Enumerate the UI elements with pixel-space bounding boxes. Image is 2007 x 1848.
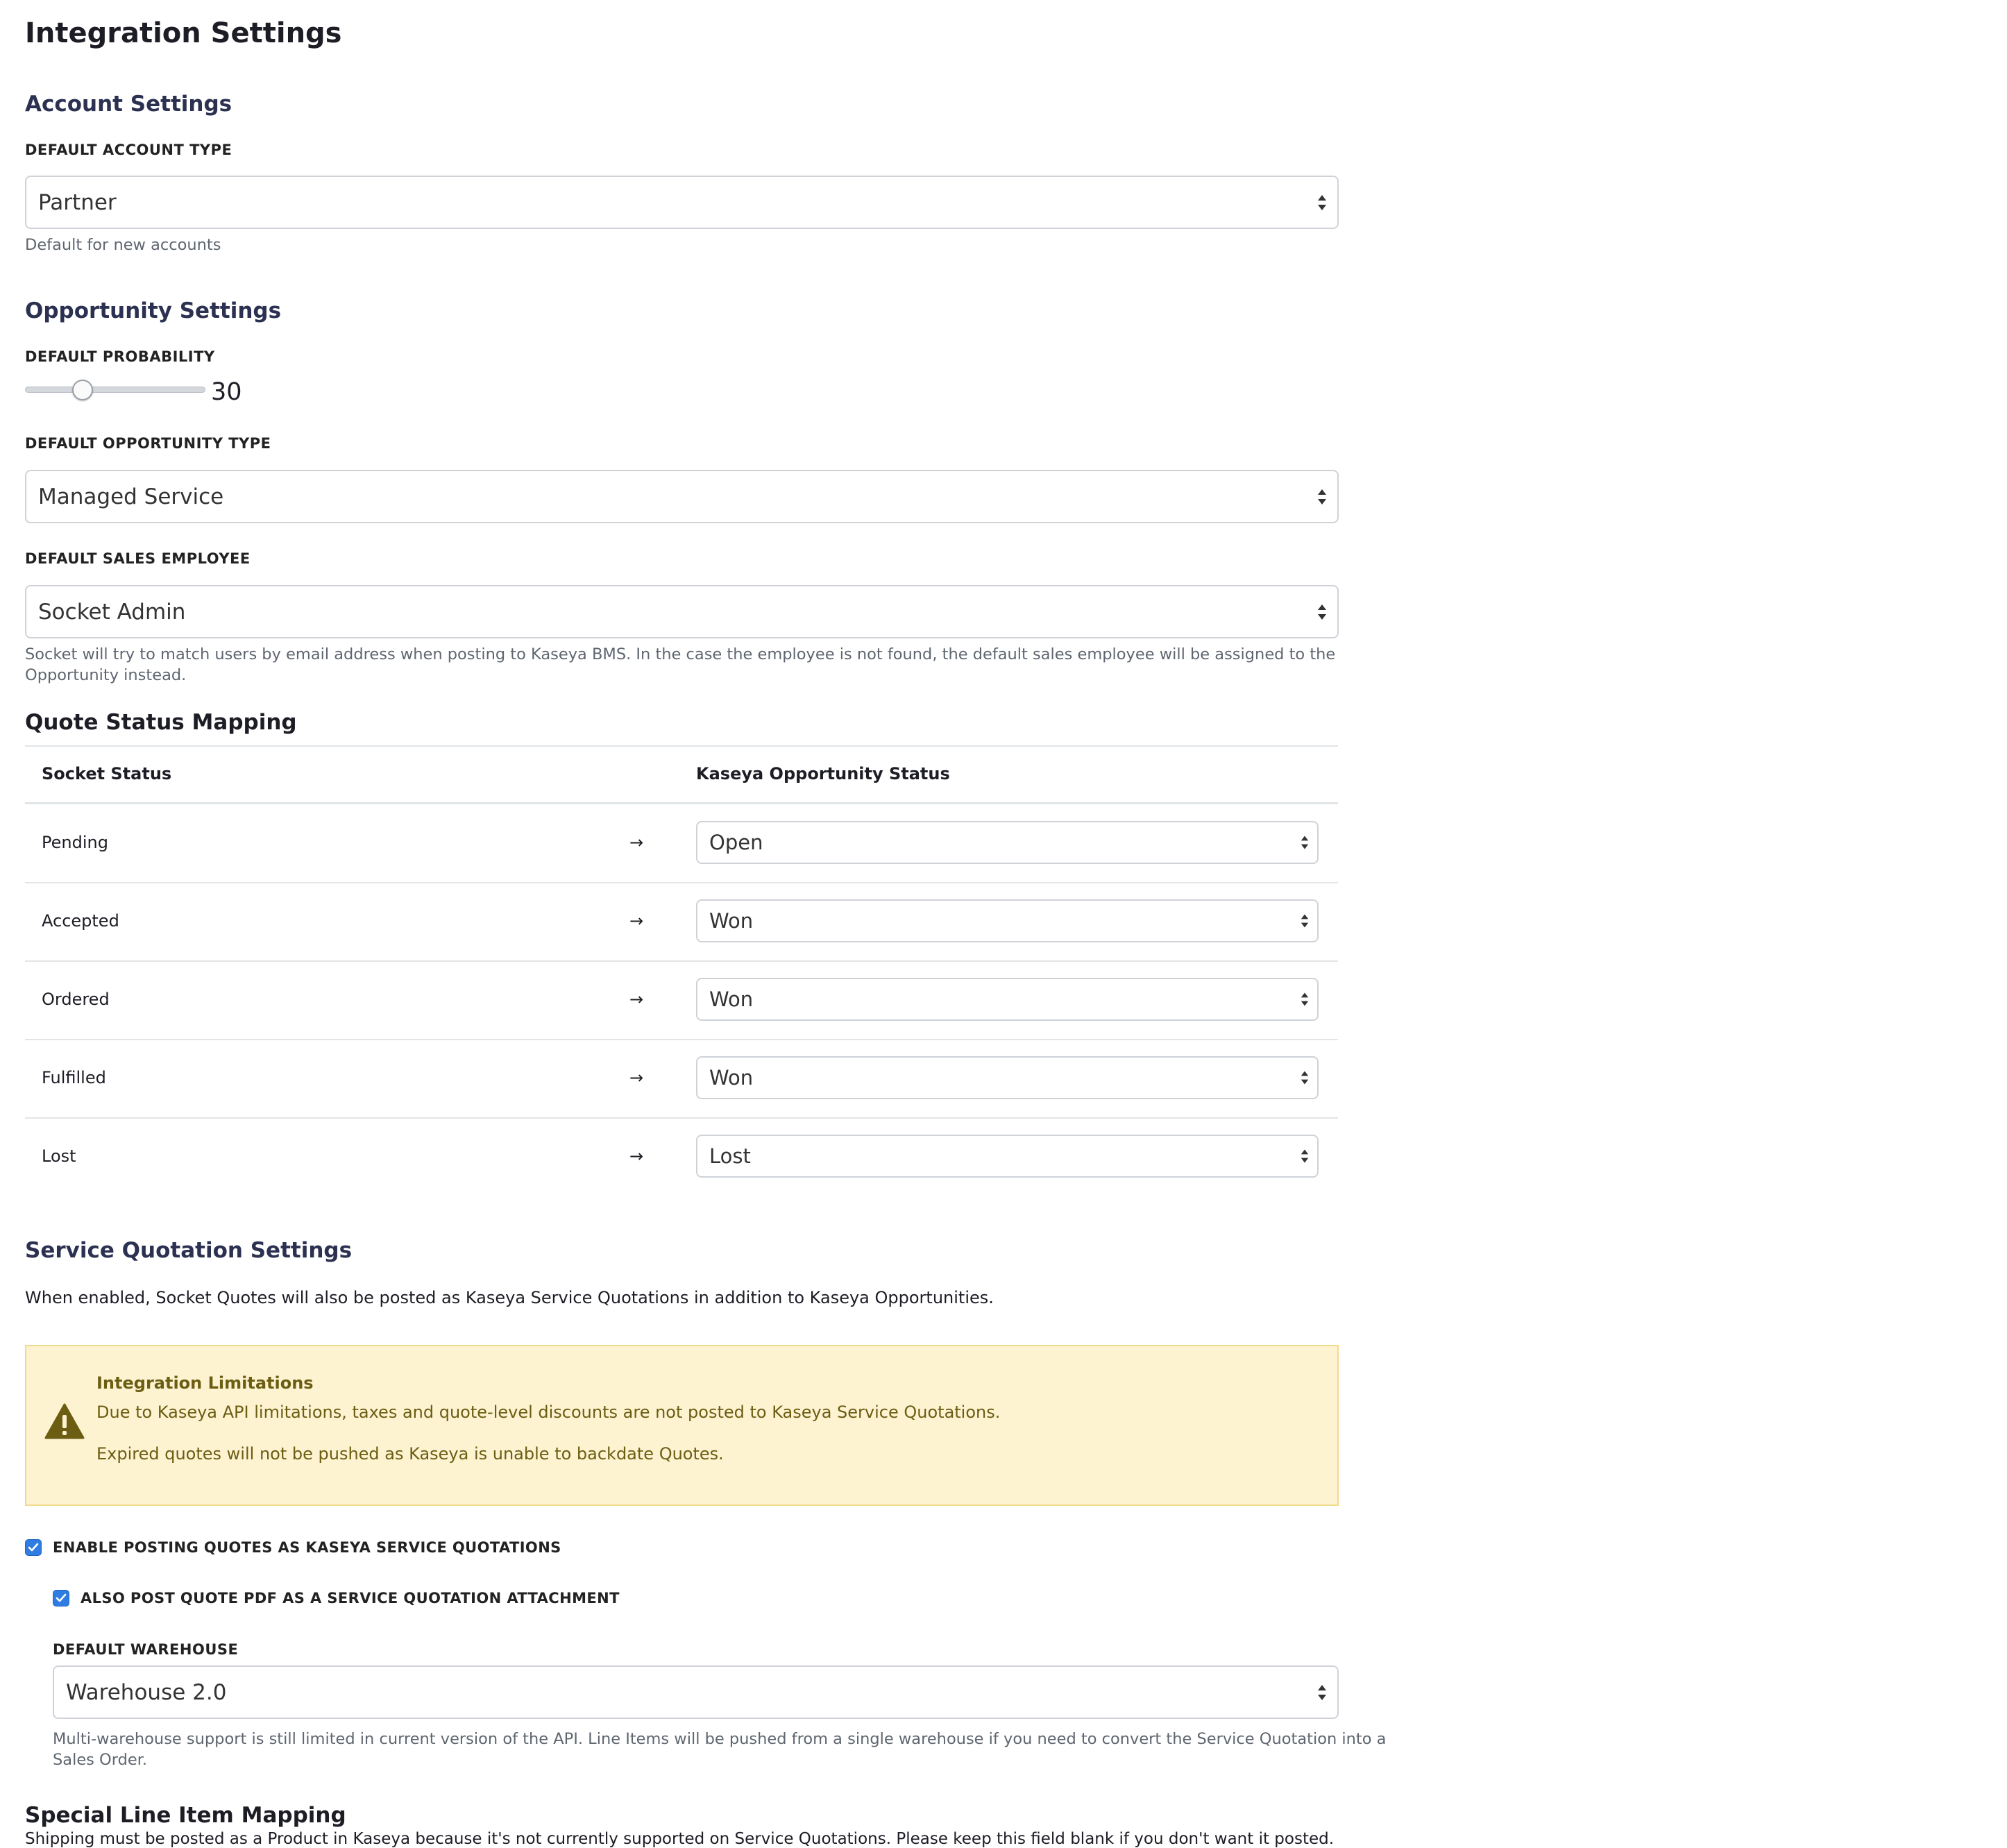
mapping-arrow-icon: → [629, 990, 644, 1009]
service-quotation-description: When enabled, Socket Quotes will also be posted as Kaseya Service Quotations in addition to Kaseya Opportunities. [25, 1288, 994, 1307]
integration-limitations-alert [25, 1345, 1339, 1506]
mapping-arrow-icon: → [629, 1146, 644, 1166]
enable-posting-label[interactable]: ENABLE POSTING QUOTES AS KASEYA SERVICE QUOTATIONS [53, 1539, 561, 1556]
socket-status-header: Socket Status [42, 764, 172, 783]
account-settings-title: Account Settings [25, 92, 232, 117]
checkmark-icon [28, 1543, 39, 1552]
kaseya-status-header: Kaseya Opportunity Status [696, 764, 950, 783]
table-header-divider [25, 802, 1338, 804]
default-probability-slider-thumb[interactable] [72, 380, 93, 400]
mapping-row-kaseya-select[interactable] [696, 821, 1319, 864]
mapping-row-socket-status: Fulfilled [42, 1068, 106, 1087]
default-opportunity-type-select[interactable] [25, 470, 1339, 523]
default-warehouse-help-line1: Multi-warehouse support is still limited in current version of the API. Line Items will be pushed from a single warehouse if you need to convert the Service Quotation into a [53, 1730, 1387, 1748]
select-caret-icon [1299, 990, 1310, 1008]
default-opportunity-type-value: Managed Service [38, 484, 224, 509]
select-caret-icon [1299, 1069, 1310, 1087]
warning-triangle-icon [44, 1403, 85, 1439]
also-post-pdf-checkbox[interactable] [53, 1590, 69, 1607]
mapping-row-kaseya-value: Lost [709, 1144, 751, 1168]
mapping-row-socket-status: Accepted [42, 911, 119, 931]
warning-line-2: Expired quotes will not be pushed as Kaseya is unable to backdate Quotes. [96, 1444, 724, 1464]
default-probability-slider-track[interactable] [25, 387, 205, 393]
page-title: Integration Settings [25, 17, 342, 49]
select-caret-icon [1316, 486, 1328, 507]
default-warehouse-help-line2: Sales Order. [53, 1751, 148, 1769]
default-probability-value: 30 [211, 378, 242, 406]
checkmark-icon [56, 1593, 67, 1603]
default-sales-employee-help-line1: Socket will try to match users by email address when posting to Kaseya BMS. In the case the employee is not found, the default sales employee will be assigned to the [25, 645, 1336, 663]
default-account-type-select[interactable] [25, 176, 1339, 229]
mapping-row-socket-status: Pending [42, 833, 108, 852]
enable-posting-checkbox[interactable] [25, 1539, 42, 1556]
warning-line-1: Due to Kaseya API limitations, taxes and quote-level discounts are not posted to Kaseya Service Quotations. [96, 1402, 1001, 1422]
mapping-arrow-icon: → [629, 1068, 644, 1087]
default-warehouse-label: DEFAULT WAREHOUSE [53, 1641, 239, 1658]
table-row-divider [25, 882, 1338, 883]
select-caret-icon [1299, 912, 1310, 930]
select-caret-icon [1299, 1147, 1310, 1165]
default-account-type-help: Default for new accounts [25, 236, 221, 254]
special-line-item-mapping-title: Special Line Item Mapping [25, 1803, 346, 1828]
also-post-pdf-label[interactable]: ALSO POST QUOTE PDF AS A SERVICE QUOTATION ATTACHMENT [81, 1590, 620, 1607]
select-caret-icon [1316, 1682, 1328, 1703]
mapping-row-kaseya-select[interactable] [696, 978, 1319, 1021]
select-caret-icon [1316, 602, 1328, 622]
mapping-row-kaseya-value: Won [709, 1066, 754, 1090]
warning-title: Integration Limitations [96, 1373, 314, 1393]
service-quotation-settings-title: Service Quotation Settings [25, 1238, 353, 1263]
select-caret-icon [1316, 192, 1328, 213]
default-sales-employee-label: DEFAULT SALES EMPLOYEE [25, 550, 251, 567]
default-sales-employee-help-line2: Opportunity instead. [25, 666, 187, 684]
mapping-row-socket-status: Ordered [42, 990, 110, 1009]
table-top-divider [25, 745, 1338, 747]
default-account-type-label: DEFAULT ACCOUNT TYPE [25, 142, 232, 158]
table-row-divider [25, 1039, 1338, 1040]
mapping-arrow-icon: → [629, 911, 644, 931]
table-row-divider [25, 1117, 1338, 1119]
default-probability-label: DEFAULT PROBABILITY [25, 348, 215, 365]
mapping-row-socket-status: Lost [42, 1146, 76, 1166]
mapping-arrow-icon: → [629, 833, 644, 852]
default-warehouse-select[interactable] [53, 1665, 1339, 1719]
quote-status-mapping-title: Quote Status Mapping [25, 710, 297, 735]
default-opportunity-type-label: DEFAULT OPPORTUNITY TYPE [25, 435, 271, 452]
default-sales-employee-select[interactable] [25, 585, 1339, 638]
mapping-row-kaseya-value: Won [709, 909, 754, 933]
default-sales-employee-value: Socket Admin [38, 599, 186, 625]
select-caret-icon [1299, 833, 1310, 851]
default-warehouse-value: Warehouse 2.0 [66, 1679, 227, 1705]
mapping-row-kaseya-select[interactable] [696, 1056, 1319, 1099]
opportunity-settings-title: Opportunity Settings [25, 298, 282, 323]
special-line-item-mapping-description: Shipping must be posted as a Product in Kaseya because it's not currently supported on Service Quotations. Please keep this field blank if you don't want it posted. [25, 1830, 1335, 1848]
table-row-divider [25, 960, 1338, 962]
mapping-row-kaseya-value: Open [709, 831, 763, 854]
mapping-row-kaseya-select[interactable] [696, 899, 1319, 942]
default-account-type-value: Partner [38, 189, 117, 215]
mapping-row-kaseya-select[interactable] [696, 1135, 1319, 1178]
mapping-row-kaseya-value: Won [709, 987, 754, 1011]
